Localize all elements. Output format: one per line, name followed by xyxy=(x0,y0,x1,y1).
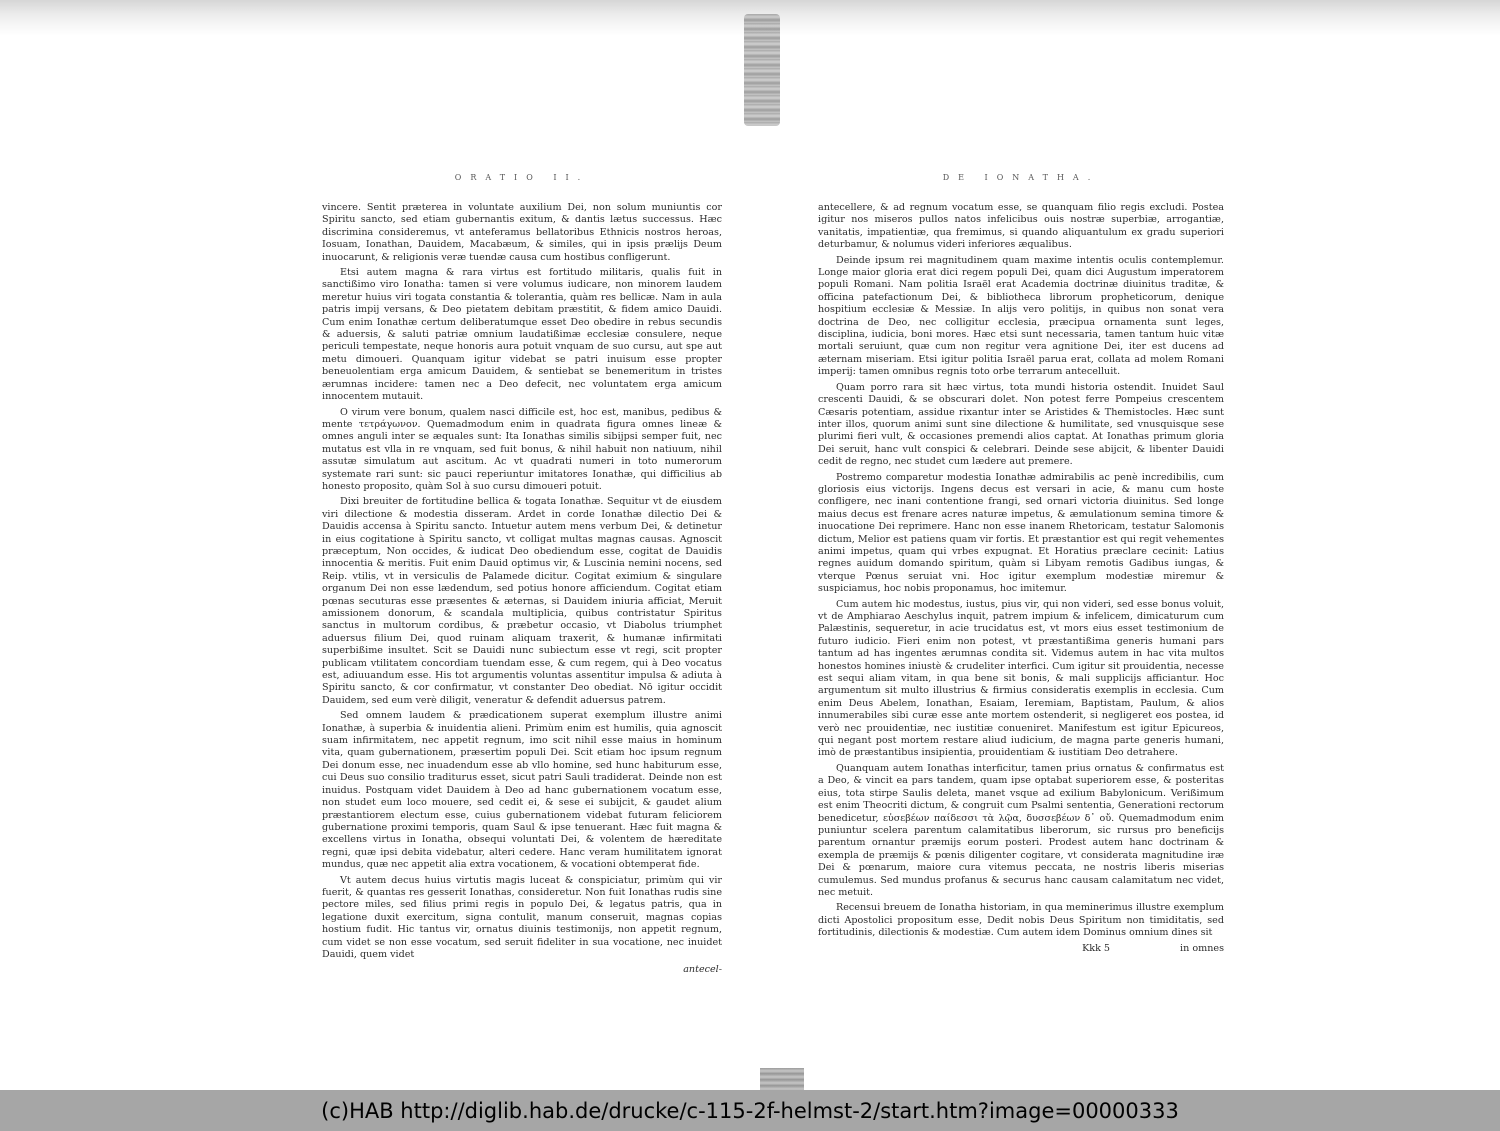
copyright-footer xyxy=(0,1090,1500,1131)
book-gutter xyxy=(744,14,780,126)
paragraph: vincere. Sentit præterea in voluntate auxilium Dei, non solum muniuntis cor Spiritu sancto, sed etiam gubernantis exitum, & dantis lætus successus. Hæc discrimina consideremus, vt anteferamus bellatoribus Ethnicis nostros heroas, Iosuam, Ionathan, Dauidem, Macabæum, & similes, qui in ipsis prælijs Deum inuocarunt, & religionis veræ tuendæ causa cum hostibus confligerunt. xyxy=(322,202,722,263)
paragraph: Cum autem hic modestus, iustus, pius vir, qui non videri, sed esse bonus voluit, vt de Amphiarao Aeschylus inquit, patrem impium & infelicem, dimicaturum cum Palæstinis, sequeretur, in acie trucidatus est, vt mors eius esset testimonium de futuro iudicio. Fieri enim non potest, vt præstantißima generis humani pars tantum ad has ingentes ærumnas condita sit. Videmus autem in hac vita multos honestos homines iniustè & crudeliter interfici. Cum igitur sit prouidentia, necesse est sequi aliam vitam, in qua bene sit bonis, & mali supplicijs afficiantur. Hoc argumentum sit multo illustrius & firmius consideratis exemplis in ecclesia. Cum enim Deus Abelem, Ionathan, Esaiam, Ieremiam, Baptistam, Paulum, & alios innumerabiles sibi curæ esse ante mortem ostenderit, si negligeret eos postea, id verò nec prouidentiæ, nec iustitiæ conueniret. Manifestum est igitur Epicureos, qui negant post mortem restare aliud iudicium, de magna parte generis humani, imò de præstantibus insipientia, prouidentiam & iustitiam Deo detrahere. xyxy=(818,598,1224,759)
paragraph: Quam porro rara sit hæc virtus, tota mundi historia ostendit. Inuidet Saul crescenti Dauidi, & se obscurari dolet. Non potest ferre Pompeius crescentem Cæsaris potentiam, assidue rixantur inter se Aristides & Themistocles. Hæc sunt inter illos, quorum animi sunt sine dilectione & humilitate, sed vnusquisque sese plurimi fieri vult, & occasiones premendi alios captat. At Ionathas primum gloria Dei seruit, hanc vult conspici & celebrari. Deinde sese abijcit, & libenter Dauidi cedit de regno, nec studet cum lædere aut premere. xyxy=(818,381,1224,468)
paragraph: O virum vere bonum, qualem nasci difficile est, hoc est, manibus, pedibus & mente τετράγωνον. Quemadmodum enim in quadrata figura omnes lineæ & omnes anguli inter se æquales sunt: Ita Ionathas similis sibijpsi semper fuit, nec mutatus est vlla in re vnquam, sed fuit bonus, & nihil habuit non natiuum, nihil assutæ simulatum aut ascitum. Ac vt quadrati numeri in toto numerorum systemate rari sunt: sic pauci reperiuntur imitatores Ionathæ, qui difficilius ab honesto proposito, quàm Sol à suo cursu dimoueri potuit. xyxy=(322,406,722,492)
paragraph: Etsi autem magna & rara virtus est fortitudo militaris, qualis fuit in sanctißimo viro Ionatha: tamen si vere volumus iudicare, non minorem laudem meretur huius viri togata constantia & tolerantia, quàm res bellicæ. Nam in aula patris impij versans, & Deo pietatem debitam præstitit, & fidem amico Dauidi. Cum enim Ionathæ certum deliberatumque esset Deo obedire in rebus secundis & aduersis, & saluti patriæ omnium laudatißimæ ecclesiæ consulere, neque periculi tempestate, neque honoris aura potuit vnquam de suo cursu, aut spe aut metu dimoueri. Quanquam igitur videbat se patri inuisum esse propter beneuolentiam erga amicum Dauidem, & sentiebat se benemeritum in tristes ærumnas incidere: tamen nec a Deo defecit, nec voluntatem erga amicum innocentem mutauit. xyxy=(322,267,722,403)
paragraph: Sed omnem laudem & prædicationem superat exemplum illustre animi Ionathæ, à superbia & inuidentia alieni. Primùm enim est humilis, quia agnoscit suam infirmitatem, nec appetit regnum, imo scit nihil esse maius in hominum vita, quam gubernationem, præsertim populi Dei. Scit etiam hoc ipsum regnum Dei donum esse, nec inuadendum esse ab vllo homine, sed hunc habiturum esse, cui Deus suo consilio traditurus esset, sicut patri Sauli tradiderat. Deinde non est inuidus. Postquam videt Dauidem à Deo ad hanc gubernationem vocatum esse, non studet eum loco mouere, sed cedit ei, & sese ei subijcit, & gaudet alium præstantiorem electum esse, cuius gubernationem videbat futuram feliciorem gubernatione proximi temporis, quam Saul & ipse tenuerant. Hæc fuit magna & excellens virtus in Ionatha, obsequi voluntati Dei, & volentem de hæreditate regni, quæ ipsi debita videbatur, alteri cedere. Hanc veram humilitatem ignorat mundus, quæ nec appetit alia extra vocationem, & vocationi obtemperat fide. xyxy=(322,710,722,871)
running-head: ORATIO II. xyxy=(454,173,590,182)
copyright-url: (c)HAB http://diglib.hab.de/drucke/c-115-2f-helmst-2/start.htm?image=00000333 xyxy=(321,1098,1179,1123)
paragraph: Quanquam autem Ionathas interficitur, tamen prius ornatus & confirmatus est a Deo, & vincit ea pars tandem, quam ipse optabat superiorem esse, & posteritas eius, tota stirpe Saulis deleta, manet vsque ad exilium Babylonicum. Verißimum est enim Theocriti dictum, & congruit cum Psalmi sententia, Generationi rectorum benedicetur, εὐσεβέων παίδεσσι τὰ λῷα, δυσσεβέων δ᾽ οὔ. Quemadmodum enim puniuntur scelera parentum calamitatibus liberorum, sic rursus pro beneficijs parentum ornantur præmijs eorum posteri. Prodest autem hanc doctrinam & exempla de præmijs & pœnis diligenter cogitare, vt considerata magnitudine iræ Dei & pœnarum, maiore cura vitemus peccata, ne nostris liberis miserias cumulemus. Sed mundus profanus & securus hanc causam calamitatum nec videt, nec metuit. xyxy=(818,762,1224,898)
signature-mark: Kkk 5 xyxy=(1082,942,1111,954)
running-head: DE IONATHA. xyxy=(942,173,1100,182)
catchword: antecel- xyxy=(683,964,722,976)
book-gutter-bottom xyxy=(760,1068,804,1090)
paragraph: antecellere, & ad regnum vocatum esse, se quanquam filio regis excludi. Postea igitur nos miseros pullos natos infelicibus ouis nostræ superbiæ, arrogantiæ, vanitatis, impatientiæ, qua fremimus, si quando aliquantulum ex gradu superiori deturbamur, & nolumus videri inferiores æqualibus. xyxy=(818,202,1224,251)
paragraph: Vt autem decus huius virtutis magis luceat & conspiciatur, primùm qui vir fuerit, & quantas res gesserit Ionathas, consideretur. Non fuit Ionathas rudis sine pectore miles, sed filius primi regis in populo Dei, & legatus patris, qua in legatione duxit exercitum, signa contulit, manum conseruit, magnas copias hostium fudit. Hic tantus vir, ornatus diuinis testimonijs, non appetit regnum, cum videt se non esse vocatum, sed seruit fideliter in sua vocatione, nec inuidet Dauidi, quem videt xyxy=(322,874,722,960)
paragraph: Recensui breuem de Ionatha historiam, in qua meminerimus illustre exemplum dicti Apostolici propositum esse, Dedit nobis Deus Spiritum non timiditatis, sed fortitudinis, dilectionis & modestiæ. Cum autem idem Dominus omnium dines sit xyxy=(818,902,1224,939)
catchword: in omnes xyxy=(1180,942,1224,954)
left-page xyxy=(322,172,722,977)
paragraph: Postremo comparetur modestia Ionathæ admirabilis ac penè incredibilis, cum gloriosis eius victorijs. Ingens decus est versari in acie, & manu cum hoste confligere, nec inani contentione frangi, sed ornari victoria diuinitus. Sed longe maius decus est frenare acres naturæ impetus, & æmulationum semina timore & inuocatione Dei reprimere. Hanc non esse inanem Rhetoricam, testatur Salomonis dictum, Melior est patiens quam vir fortis. Et præstantior est qui regit vehementes animi impetus, quam qui vrbes expugnat. Et Horatius præclare cecinit: Latius regnes auidum domando spiritum, quàm si Libyam remotis Gadibus iungas, & vterque Pœnus seruiat vni. Hoc igitur exemplum modestiæ miremur & suspiciamus, hoc nobis proponamus, hoc imitemur. xyxy=(818,471,1224,595)
signature-line xyxy=(818,943,1224,955)
paragraph: Deinde ipsum rei magnitudinem quam maxime intentis oculis contemplemur. Longe maior gloria erat dici regem populi Dei, quam dici Augustum imperatorem populi Romani. Nam politia Israël erat Academia doctrinæ diuinitus traditæ, & officina patefactionum Dei, & bibliotheca librorum propheticorum, denique hospitium ecclesiæ & Messiæ. In alijs vero politijs, in quibus non sonat vera doctrina de Deo, nec colligitur ecclesia, præcipua ornamenta sunt leges, disciplina, iudicia, boni mores. Hæc etsi sunt necessaria, tamen tantum huic vitæ mortali seruiunt, quæ cum non regitur vera agnitione Dei, iter est ducens ad æternam miseriam. Etsi igitur politia Israël parua erat, collata ad molem Romani imperij: tamen omnibus regnis toto orbe terrarum antecelluit. xyxy=(818,254,1224,378)
right-page xyxy=(818,172,1224,955)
paragraph: Dixi breuiter de fortitudine bellica & togata Ionathæ. Sequitur vt de eiusdem viri dilectione & modestia disseram. Ardet in corde Ionathæ dilectio Dei & Dauidis accensa à Spiritu sancto. Intuetur autem mens verbum Dei, & detinetur in eius cogitatione à Spiritu sancto, vt colligat multas magnas causas. Agnoscit præceptum, Non occides, & iudicat Deo obediendum esse, cogitat de Dauidis innocentia & meritis. Fuit enim Dauid optimus vir, & Luscinia nemini nocens, sed Reip. vtilis, vt in versiculis de Palamede dicitur. Cogitat eximium & singulare organum Dei non esse lædendum, sed potius honore afficiendum. Cogitat etiam pœnas secuturas esse præsentes & æternas, si Dauidem iniuria afficiat, Meruit amissionem donorum, & scandala multiplicia, quibus contristatur Spiritus sanctus in multorum cordibus, & præbetur occasio, vt Diabolus triumphet aduersus filium Dei, quod ruinam aliquam traxerit, & humanæ infirmitati superbißime insultet. Scit se Dauidi nunc subiectum esse vt regi, scit propter publicam vtilitatem concordiam tuendam esse, & cum regem, qui à Deo vocatus est, adiuuandum esse. His tot argumentis voluntas assentitur impulsa & adiuta à Spiritu sancto, & cor confirmatur, vt constanter Deo obediat. Nō igitur occidit Dauidem, sed eum verè diligit, veneratur & defendit aduersus patrem. xyxy=(322,496,722,706)
